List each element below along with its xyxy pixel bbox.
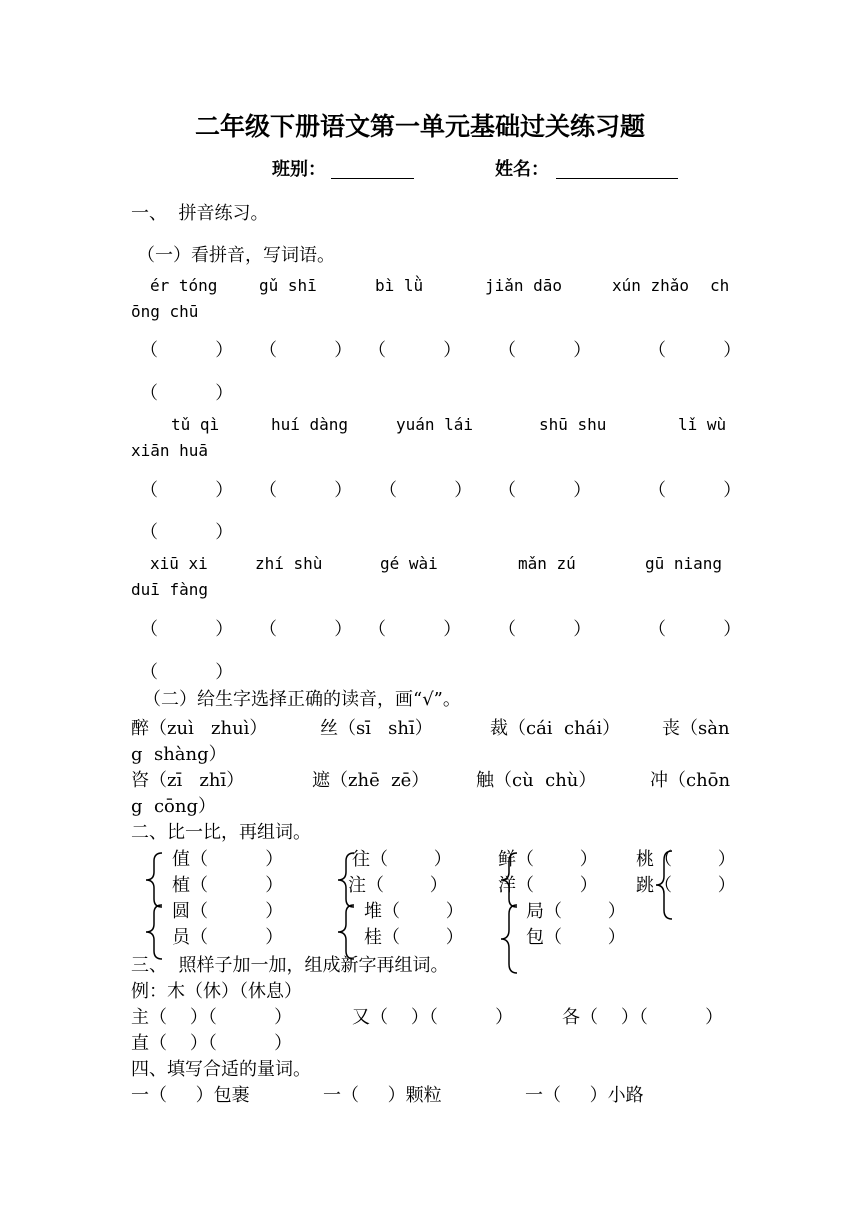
pronunciation-item[interactable]: 裁（cái chái） [490,718,621,739]
combine-item[interactable]: 直（ ）（ ） [131,1033,293,1054]
pronunciation-item[interactable]: 触（cù chù） [476,770,597,791]
section4-heading: 四、填写合适的量词。 [131,1059,311,1080]
pinyin: zhí shù [255,554,323,573]
answer-bracket[interactable]: （ ） [259,480,353,501]
pronunciation-item[interactable]: 丧（sàn [662,718,730,739]
name-blank[interactable] [556,178,678,179]
left-brace-icon [497,852,521,908]
answer-bracket[interactable]: （ ） [140,383,234,404]
compare-item[interactable]: 跳（ ） [636,875,736,896]
pinyin: duī fàng [131,580,209,599]
answer-bracket[interactable]: （ ） [259,619,353,640]
measure-word-item[interactable]: 一（ ）颗粒 [323,1085,442,1106]
answer-bracket[interactable]: （ ） [498,340,592,361]
compare-item[interactable]: 圆（ ） [172,901,284,922]
pinyin: huí dàng [271,415,349,434]
pinyin: shū shu [539,415,607,434]
answer-bracket[interactable]: （ ） [259,340,353,361]
compare-item[interactable]: 员（ ） [172,927,284,948]
answer-bracket[interactable]: （ ） [648,480,742,501]
section2-heading: 二、比一比，再组词。 [131,822,311,843]
compare-item[interactable]: 值（ ） [172,849,284,870]
pinyin: xún zhǎo [612,276,690,295]
section3-heading: 三、 照样子加一加，组成新字再组词。 [131,955,449,976]
answer-bracket[interactable]: （ ） [140,662,234,683]
combine-item[interactable]: 主（ ）（ ） [131,1007,293,1028]
pronunciation-item[interactable]: 咨（zī zhī） [131,770,245,791]
answer-bracket[interactable]: （ ） [140,619,234,640]
pronunciation-item-wrap: g shàng） [131,744,227,765]
pinyin: mǎn zú [518,554,576,573]
left-brace-icon [652,850,676,920]
measure-word-item[interactable]: 一（ ）小路 [525,1085,644,1106]
pinyin: xiān huā [131,441,209,460]
class-label: 班别： [272,159,326,180]
answer-bracket[interactable]: （ ） [368,619,462,640]
combine-item[interactable]: 各（ ）（ ） [562,1007,724,1028]
compare-item[interactable]: 往（ ） [352,849,452,870]
answer-bracket[interactable]: （ ） [140,340,234,361]
compare-item[interactable]: 洋（ ） [498,875,598,896]
compare-item[interactable]: 局（ ） [526,901,626,922]
pinyin: ōng chū [131,302,199,321]
pinyin: yuán lái [396,415,474,434]
pinyin: jiǎn dāo [485,276,563,295]
answer-bracket[interactable]: （ ） [498,480,592,501]
pinyin: lǐ wù [678,415,727,434]
left-brace-icon [497,904,521,974]
answer-bracket[interactable]: （ ） [498,619,592,640]
sub2-heading: （二）给生字选择正确的读音，画“√”。 [143,689,461,710]
pronunciation-item[interactable]: 丝（sī shī） [320,718,433,739]
sub1-heading: （一）看拼音，写词语。 [137,245,335,266]
pinyin: tǔ qì [171,415,220,434]
pronunciation-item[interactable]: 遮（zhē zē） [312,770,430,791]
compare-item[interactable]: 鲜（ ） [498,849,598,870]
example-line: 例：木（休）（休息） [131,981,302,1002]
left-brace-icon [142,904,166,960]
pinyin: xiū xi [150,554,208,573]
pronunciation-item[interactable]: 醉（zuì zhuì） [131,718,268,739]
compare-item[interactable]: 植（ ） [172,875,284,896]
pronunciation-item[interactable]: 冲（chōn [650,770,731,791]
section1-heading: 一、 拼音练习。 [131,203,269,224]
pronunciation-item-wrap: g cōng） [131,796,216,817]
combine-item[interactable]: 又（ ）（ ） [352,1007,514,1028]
measure-word-item[interactable]: 一（ ）包裹 [131,1085,250,1106]
class-blank[interactable] [331,178,414,179]
compare-item[interactable]: 注（ ） [348,875,448,896]
name-label: 姓名： [495,159,549,180]
pinyin: gū niang [645,554,723,573]
compare-item[interactable]: 包（ ） [526,927,626,948]
answer-bracket[interactable]: （ ） [648,619,742,640]
pinyin: ér tóng [150,276,218,295]
pinyin: gǔ shī [259,276,317,295]
pinyin: bì lǜ [375,276,424,295]
answer-bracket[interactable]: （ ） [368,340,462,361]
answer-bracket[interactable]: （ ） [140,480,234,501]
compare-item[interactable]: 桃（ ） [636,849,736,870]
pinyin: ch [710,276,730,295]
pinyin: gé wài [380,554,438,573]
page-title: 二年级下册语文第一单元基础过关练习题 [195,112,646,141]
compare-item[interactable]: 堆（ ） [364,901,464,922]
left-brace-icon [142,852,166,908]
left-brace-icon [334,904,358,960]
answer-bracket[interactable]: （ ） [379,480,473,501]
left-brace-icon [334,852,358,908]
answer-bracket[interactable]: （ ） [140,522,234,543]
answer-bracket[interactable]: （ ） [648,340,742,361]
compare-item[interactable]: 桂（ ） [364,927,464,948]
